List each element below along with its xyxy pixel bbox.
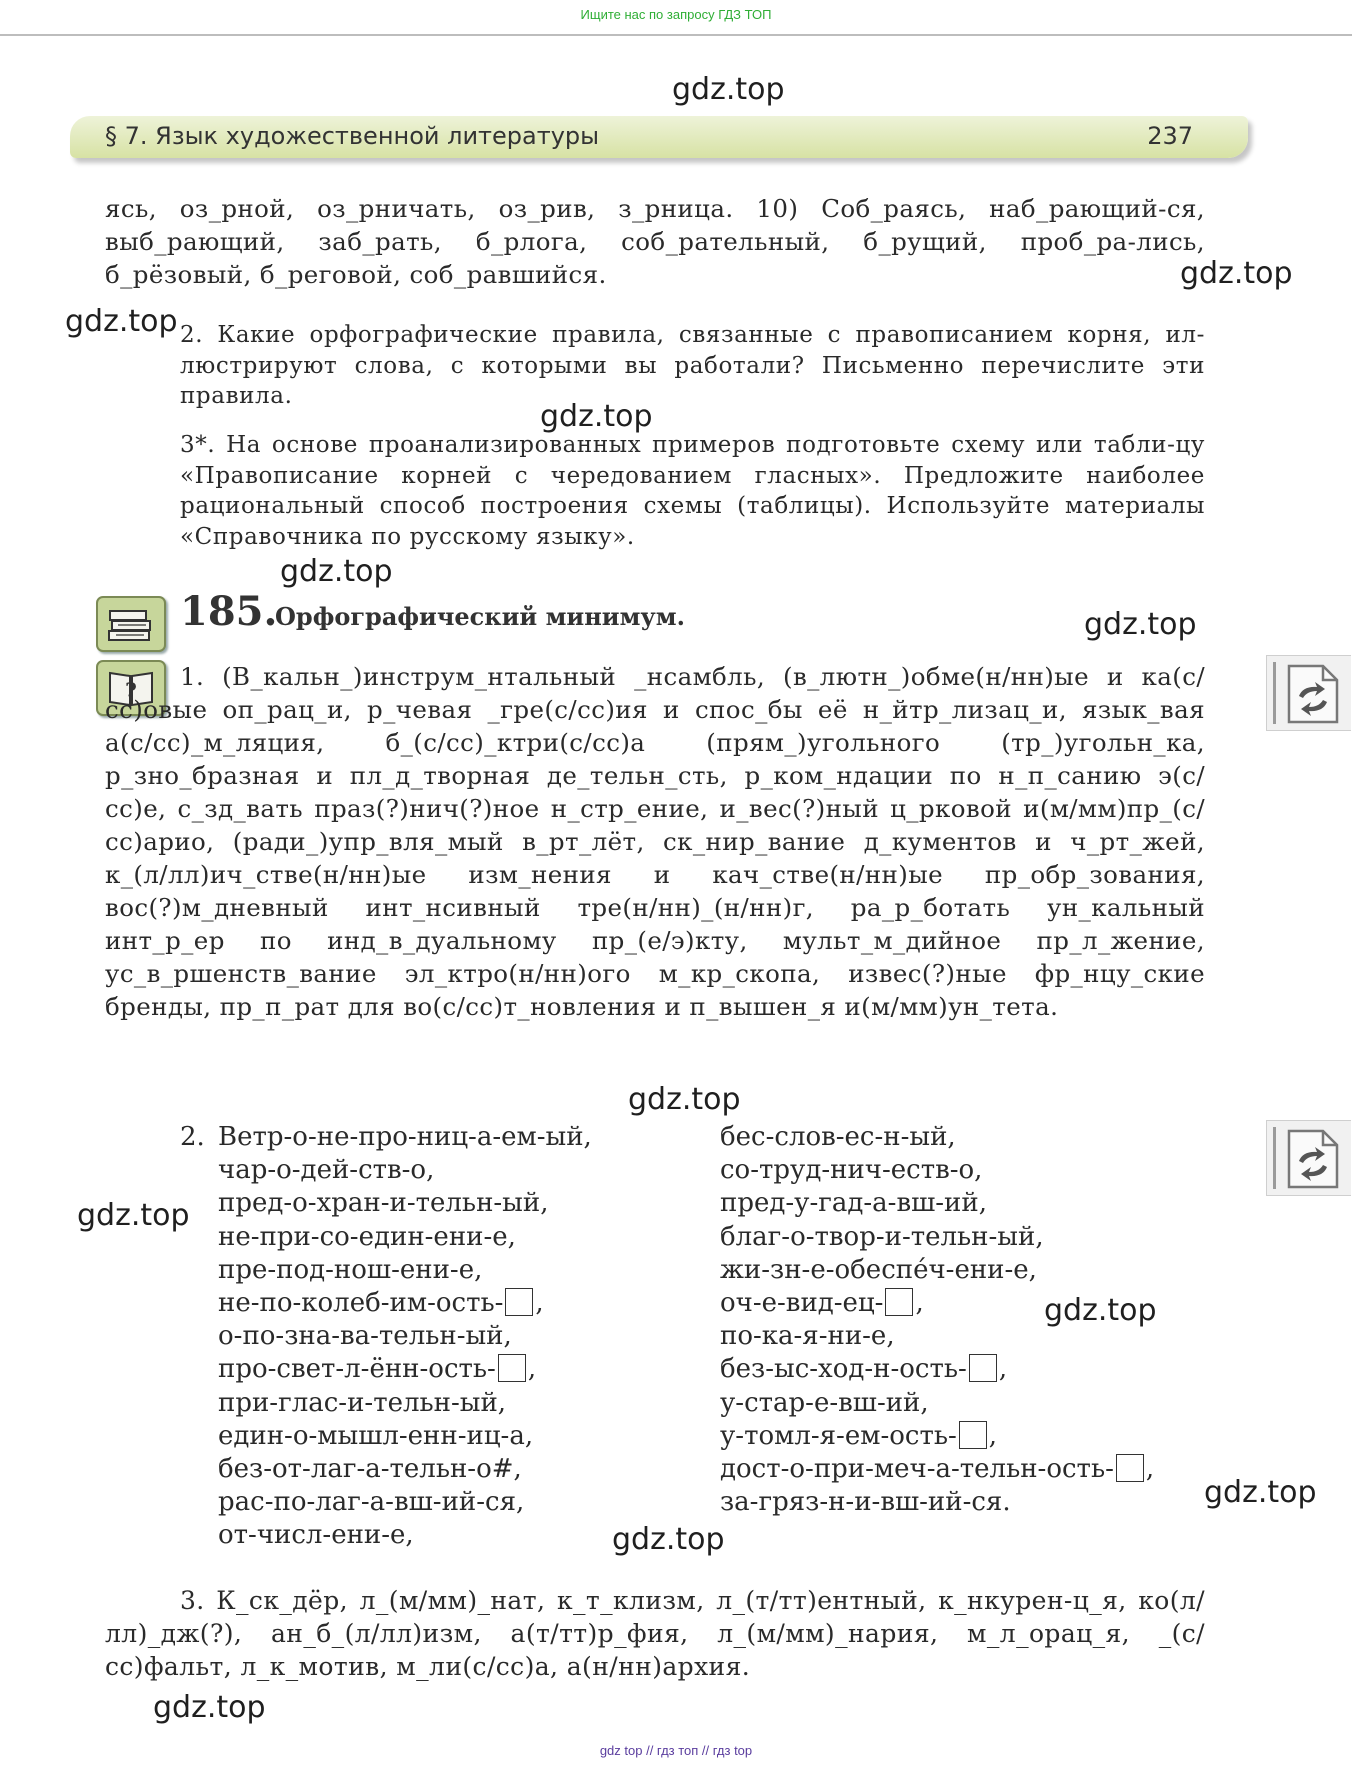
morpheme-word: жи-зн-е-обеспе́ч-ени-е, [720, 1254, 1037, 1285]
morpheme-word: со-труд-нич-еств-о, [720, 1155, 983, 1186]
morpheme-column-left [218, 1121, 592, 1552]
morpheme-word: за-гряз-н-и-вш-ий-ся. [720, 1487, 1011, 1518]
empty-suffix-box [1116, 1454, 1144, 1482]
morpheme-word: у-томл-я-ем-ость- , [720, 1420, 998, 1451]
watermark: gdz.top [1180, 256, 1293, 291]
exercise-number: 185. [180, 588, 278, 635]
exercise-part-1: 1. (В_кальн_)инструм_нтальный _нсамбль, (в_лютн_)обме(н/нн)ые и ка(с/сс)овые оп_рац_и, р_чевая _гре(с/сс)ия и спос_бы её н_йтр_лизац_и, язык_вая а(с/сс)_м_ляция, б_(с/сс)_ктри(с/сс)а (прям_)угольного (тр_)угольн_ка, р_зно_бразная и пл_д_творная де_тельн_сть, р_ком_ндации по н_п_санию э(с/сс)е, с_зд_вать праз(?)нич(?)ное н_стр_ение, и_вес(?)ный ц_рковой и(м/мм)пр_(с/сс)арио, (ради_)упр_вля_мый в_рт_лёт, ск_нир_вание д_кументов и ч_рт_жей, к_(л/лл)ич_стве(н/нн)ые изм_нения и кач_стве(н/нн)ые пр_обр_зования, вос(?)м_дневный инт_нсивный тре(н/нн)_(н/нн)г, ра_р_ботать ун_кальный инт_р_ер по инд_в_дуальному пр_(е/э)кту, мульт_м_дийное пр_л_жение, ус_в_ршенств_вание эл_ктро(н/нн)ого м_кр_скопа, извес(?)ные фр_нцу_ские бренды, пр_п_рат для во(с/сс)т_новления и п_вышен_я и(м/мм)ун_тета. [105, 662, 1205, 1021]
morpheme-word: не-по-колеб-им-ость- , [218, 1287, 544, 1318]
exercise-part-3: 3. К_ск_дёр, л_(м/мм)_нат, к_т_клизм, л_(т/тт)ентный, к_нкурен-ц_я, ко(л/лл)_дж(?), ан_б_(л/лл)изм, а(т/тт)р_фия, л_(м/мм)_нария, м_л_орац_я, _(с/сс)фальт, л_к_мотив, м_ли(с/сс)а, а(н/нн)архия. [105, 1586, 1205, 1681]
morpheme-word: Ветр-о-не-про-ниц-а-ем-ый, [218, 1122, 592, 1152]
empty-suffix-box [885, 1288, 913, 1316]
morpheme-word: без-ыс-ход-н-ость- , [720, 1354, 1008, 1385]
svg-text:?: ? [125, 678, 137, 702]
morpheme-word: пред-у-гад-а-вш-ий, [720, 1188, 987, 1219]
watermark: gdz.top [65, 304, 178, 339]
watermark: gdz.top [1204, 1475, 1317, 1510]
morpheme-word: про-свет-л-ённ-ость- , [218, 1354, 537, 1385]
morpheme-word: по-ка-я-ни-е, [720, 1321, 895, 1352]
section-title: § 7. Язык художественной литературы [105, 122, 600, 150]
empty-suffix-box [498, 1354, 526, 1382]
watermark: gdz.top [153, 1690, 266, 1725]
morpheme-word: дост-о-при-меч-а-тельн-ость- , [720, 1453, 1155, 1484]
watermark: gdz.top [1084, 607, 1197, 642]
empty-suffix-box [969, 1354, 997, 1382]
refresh-button-2[interactable] [1266, 1120, 1351, 1196]
morpheme-word: при-глас-и-тельн-ый, [218, 1387, 507, 1418]
top-banner-text: Ищите нас по запросу ГДЗ ТОП [580, 7, 772, 22]
morpheme-word: чар-о-дей-ств-о, [218, 1155, 435, 1186]
morpheme-word: о-по-зна-ва-тельн-ый, [218, 1321, 512, 1352]
intro-paragraph: ясь, оз_рной, оз_рничать, оз_рив, з_рница. 10) Соб_раясь, наб_рающий-ся, выб_рающий, заб_рать, б_рлога, соб_рательный, б_рущий, проб_ра-лись, б_рёзовый, б_реговой, соб_равшийся. [105, 194, 1205, 289]
watermark: gdz.top [672, 72, 785, 107]
morpheme-word: благ-о-твор-и-тельн-ый, [720, 1221, 1044, 1252]
task-3-text: 3*. На основе проанализированных примеров подготовьте схему или табли-цу «Правописание корней с чередованием гласных». Предложите наиболее рациональный способ построения схемы (таблицы). Используйте материалы «Справочника по русскому языку». [180, 432, 1205, 550]
morpheme-word: един-о-мышл-енн-иц-а, [218, 1420, 534, 1451]
watermark: gdz.top [280, 554, 393, 589]
page-number: 237 [1147, 122, 1193, 150]
morpheme-word: у-стар-е-вш-ий, [720, 1387, 929, 1418]
morpheme-word: пре-под-нош-ени-е, [218, 1254, 483, 1285]
morpheme-word: не-при-со-един-ени-е, [218, 1221, 516, 1252]
section-header [70, 116, 1248, 158]
watermark: gdz.top [77, 1198, 190, 1233]
morpheme-word: бес-слов-ес-н-ый, [720, 1122, 956, 1152]
swap-doc-icon [1283, 660, 1345, 726]
footer-links: gdz top // гдз топ // гдз top [599, 1743, 753, 1758]
watermark: gdz.top [628, 1082, 741, 1117]
part-2-number: 2. [180, 1122, 205, 1152]
task-2-text: 2. Какие орфографические правила, связанные с правописанием корня, ил-люстрируют слова, с которыми вы работали? Письменно перечислите эти правила. [180, 322, 1205, 409]
morpheme-word: оч-е-вид-ец- , [720, 1287, 924, 1318]
books-icon [96, 596, 166, 652]
exercise-title: Орфографический минимум. [275, 602, 685, 631]
morpheme-word: рас-по-лаг-а-вш-ий-ся, [218, 1487, 525, 1518]
empty-suffix-box [505, 1288, 533, 1316]
watermark: gdz.top [540, 399, 653, 434]
watermark: gdz.top [612, 1522, 725, 1557]
morpheme-word: от-числ-ени-е, [218, 1520, 414, 1551]
refresh-button-1[interactable] [1266, 655, 1351, 731]
watermark: gdz.top [1044, 1293, 1157, 1328]
empty-suffix-box [959, 1421, 987, 1449]
top-banner [0, 0, 1352, 36]
morpheme-word: без-от-лаг-а-тельн-о#, [218, 1453, 522, 1484]
swap-doc-icon [1283, 1125, 1345, 1191]
morpheme-word: пред-о-хран-и-тельн-ый, [218, 1188, 549, 1219]
